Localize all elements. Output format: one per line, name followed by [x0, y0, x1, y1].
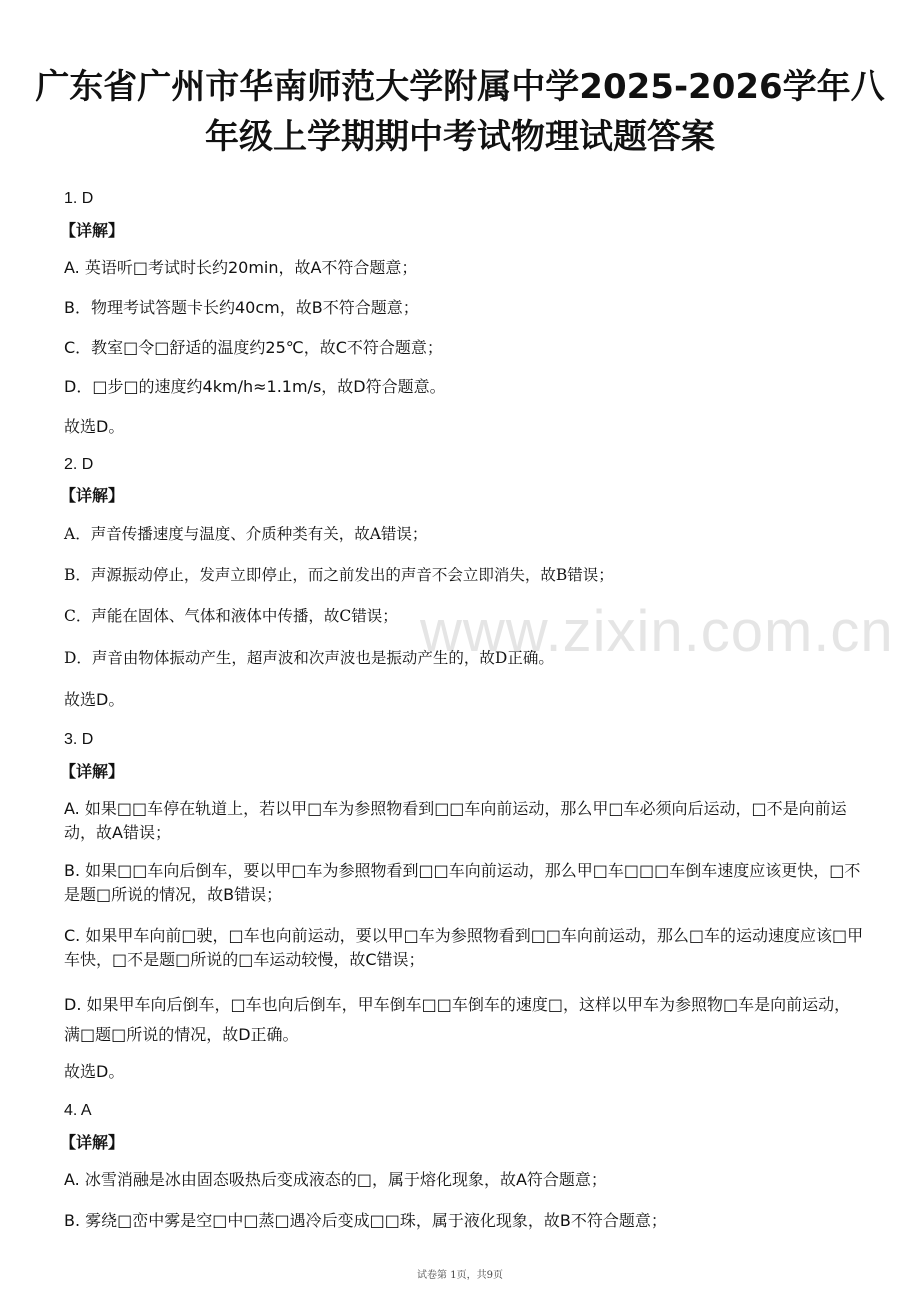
- answer-option: A. 冰雪消融是冰由固态吸热后变成液态的□，属于熔化现象，故A符合题意；: [64, 1170, 607, 1189]
- answer-option: C．教室□令□舒适的温度约25℃，故C不符合题意；: [64, 338, 443, 357]
- answer-option: B．物理考试答题卡长约40cm，故B不符合题意；: [64, 298, 419, 317]
- answer-option: D．□步□的速度约4km/h≈1.1m/s，故D符合题意。: [64, 377, 446, 396]
- answer-conclusion: 故选D。: [64, 417, 125, 436]
- question-number: 4. A: [64, 1102, 92, 1119]
- answer-conclusion: 故选D。: [64, 690, 125, 709]
- detail-label: 【详解】: [60, 221, 125, 240]
- title-line-1: 广东省广州市华南师范大学附属中学2025-2026学年八: [35, 67, 885, 107]
- question-number: 2. D: [64, 456, 94, 473]
- title-line-2: 年级上学期期中考试物理试题答案: [205, 117, 715, 157]
- answer-conclusion: 故选D。: [64, 1062, 125, 1081]
- question-number: 3. D: [64, 731, 94, 748]
- answer-option: D．声音由物体振动产生，超声波和次声波也是振动产生的，故D正确。: [64, 649, 554, 667]
- page-footer: 试卷第 1页，共9页: [417, 1270, 503, 1281]
- answer-option: A．声音传播速度与温度、介质种类有关，故A错误；: [64, 525, 428, 543]
- answer-option: A. 英语听□考试时长约20min，故A不符合题意；: [64, 258, 418, 277]
- detail-label: 【详解】: [60, 762, 125, 781]
- answer-option: B. 如果□□车向后倒车，要以甲□车为参照物看到□□车向前运动，那么甲□车□□□车倒车速度应该更快，□不是题□所说的情况，故B错误；: [64, 861, 861, 904]
- answer-option: B．声源振动停止，发声立即停止，而之前发出的声音不会立即消失，故B错误；: [64, 566, 614, 584]
- detail-label: 【详解】: [60, 486, 125, 505]
- watermark: www.zixin.com.cn: [420, 599, 894, 664]
- detail-label: 【详解】: [60, 1133, 125, 1152]
- answer-option: C．声能在固体、气体和液体中传播，故C错误；: [64, 607, 398, 625]
- question-number: 1. D: [64, 190, 94, 207]
- answer-option: B. 雾绕□峦中雾是空□中□蒸□遇冷后变成□□珠，属于液化现象，故B不符合题意；: [64, 1211, 667, 1230]
- answer-option: A. 如果□□车停在轨道上，若以甲□车为参照物看到□□车向前运动，那么甲□车必须向后运动，□不是向前运动，故A错误；: [64, 799, 847, 842]
- answer-option: C. 如果甲车向前□驶，□车也向前运动，要以甲□车为参照物看到□□车向前运动，那么□车的运动速度应该□甲车快，□不是题□所说的□车运动较慢，故C错误；: [64, 926, 864, 969]
- answer-option: D. 如果甲车向后倒车，□车也向后倒车，甲车倒车□□车倒车的速度□，这样以甲车为参照物□车是向前运动，满□题□所说的情况，故D正确。: [64, 995, 851, 1044]
